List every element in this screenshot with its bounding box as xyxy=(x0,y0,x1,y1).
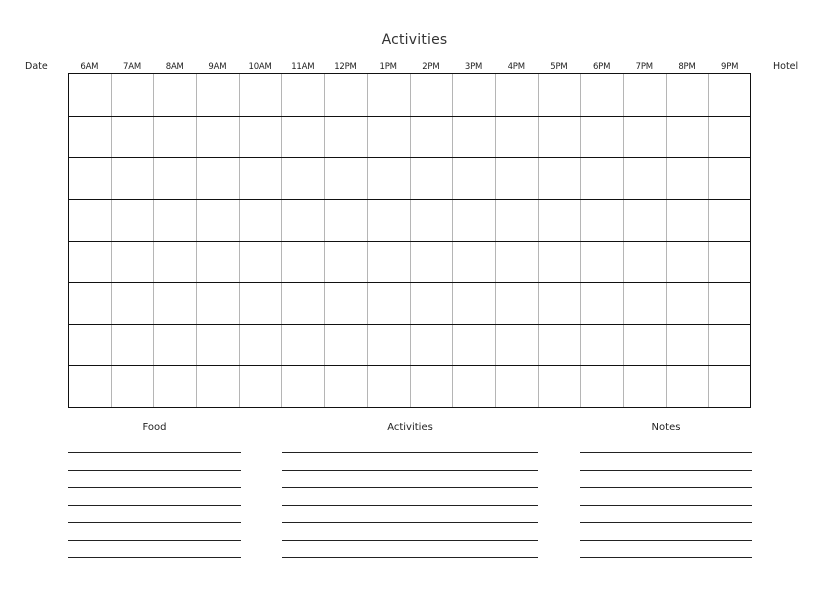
planner-title: Activities xyxy=(381,32,448,48)
writing-line[interactable] xyxy=(580,557,752,558)
hour-label: 9PM xyxy=(721,62,739,72)
writing-line[interactable] xyxy=(68,452,241,453)
writing-line[interactable] xyxy=(68,557,241,558)
writing-line[interactable] xyxy=(282,487,538,488)
writing-line[interactable] xyxy=(580,540,752,541)
hour-label: 1PM xyxy=(379,62,397,72)
writing-line[interactable] xyxy=(68,505,241,506)
hour-label: 8AM xyxy=(165,62,184,72)
hotel-column-label: Hotel xyxy=(773,61,799,72)
writing-line[interactable] xyxy=(580,470,752,471)
writing-line[interactable] xyxy=(580,452,752,453)
writing-line[interactable] xyxy=(68,540,241,541)
hour-label: 10AM xyxy=(248,62,272,72)
writing-line[interactable] xyxy=(68,470,241,471)
hour-label: 2PM xyxy=(422,62,440,72)
schedule-grid xyxy=(68,73,751,408)
grid-row-divider xyxy=(69,157,750,158)
hour-label: 6AM xyxy=(80,62,99,72)
writing-line[interactable] xyxy=(282,540,538,541)
hour-label: 7AM xyxy=(123,62,142,72)
hour-label: 12PM xyxy=(334,62,357,72)
writing-line[interactable] xyxy=(282,505,538,506)
activities-section-title: Activities xyxy=(387,422,433,433)
hour-label: 9AM xyxy=(208,62,227,72)
grid-row-divider xyxy=(69,241,750,242)
writing-line[interactable] xyxy=(282,470,538,471)
writing-line[interactable] xyxy=(580,505,752,506)
writing-line[interactable] xyxy=(580,522,752,523)
hour-label: 5PM xyxy=(550,62,568,72)
grid-row-divider xyxy=(69,365,750,366)
writing-line[interactable] xyxy=(282,452,538,453)
writing-line[interactable] xyxy=(580,487,752,488)
hour-label: 7PM xyxy=(635,62,653,72)
writing-line[interactable] xyxy=(282,522,538,523)
hour-label: 6PM xyxy=(592,62,611,72)
grid-row-divider xyxy=(69,199,750,200)
grid-row-divider xyxy=(69,116,750,117)
grid-row-divider xyxy=(69,324,750,325)
writing-line[interactable] xyxy=(282,557,538,558)
writing-line[interactable] xyxy=(68,487,241,488)
hour-label: 3PM xyxy=(464,62,483,72)
writing-line[interactable] xyxy=(68,522,241,523)
notes-section-title: Notes xyxy=(651,422,681,433)
food-section-title: Food xyxy=(142,422,167,433)
date-column-label: Date xyxy=(25,61,48,72)
hour-label: 4PM xyxy=(507,62,525,72)
hour-label: 8PM xyxy=(678,62,696,72)
hour-label: 11AM xyxy=(291,62,315,72)
grid-row-divider xyxy=(69,282,750,283)
